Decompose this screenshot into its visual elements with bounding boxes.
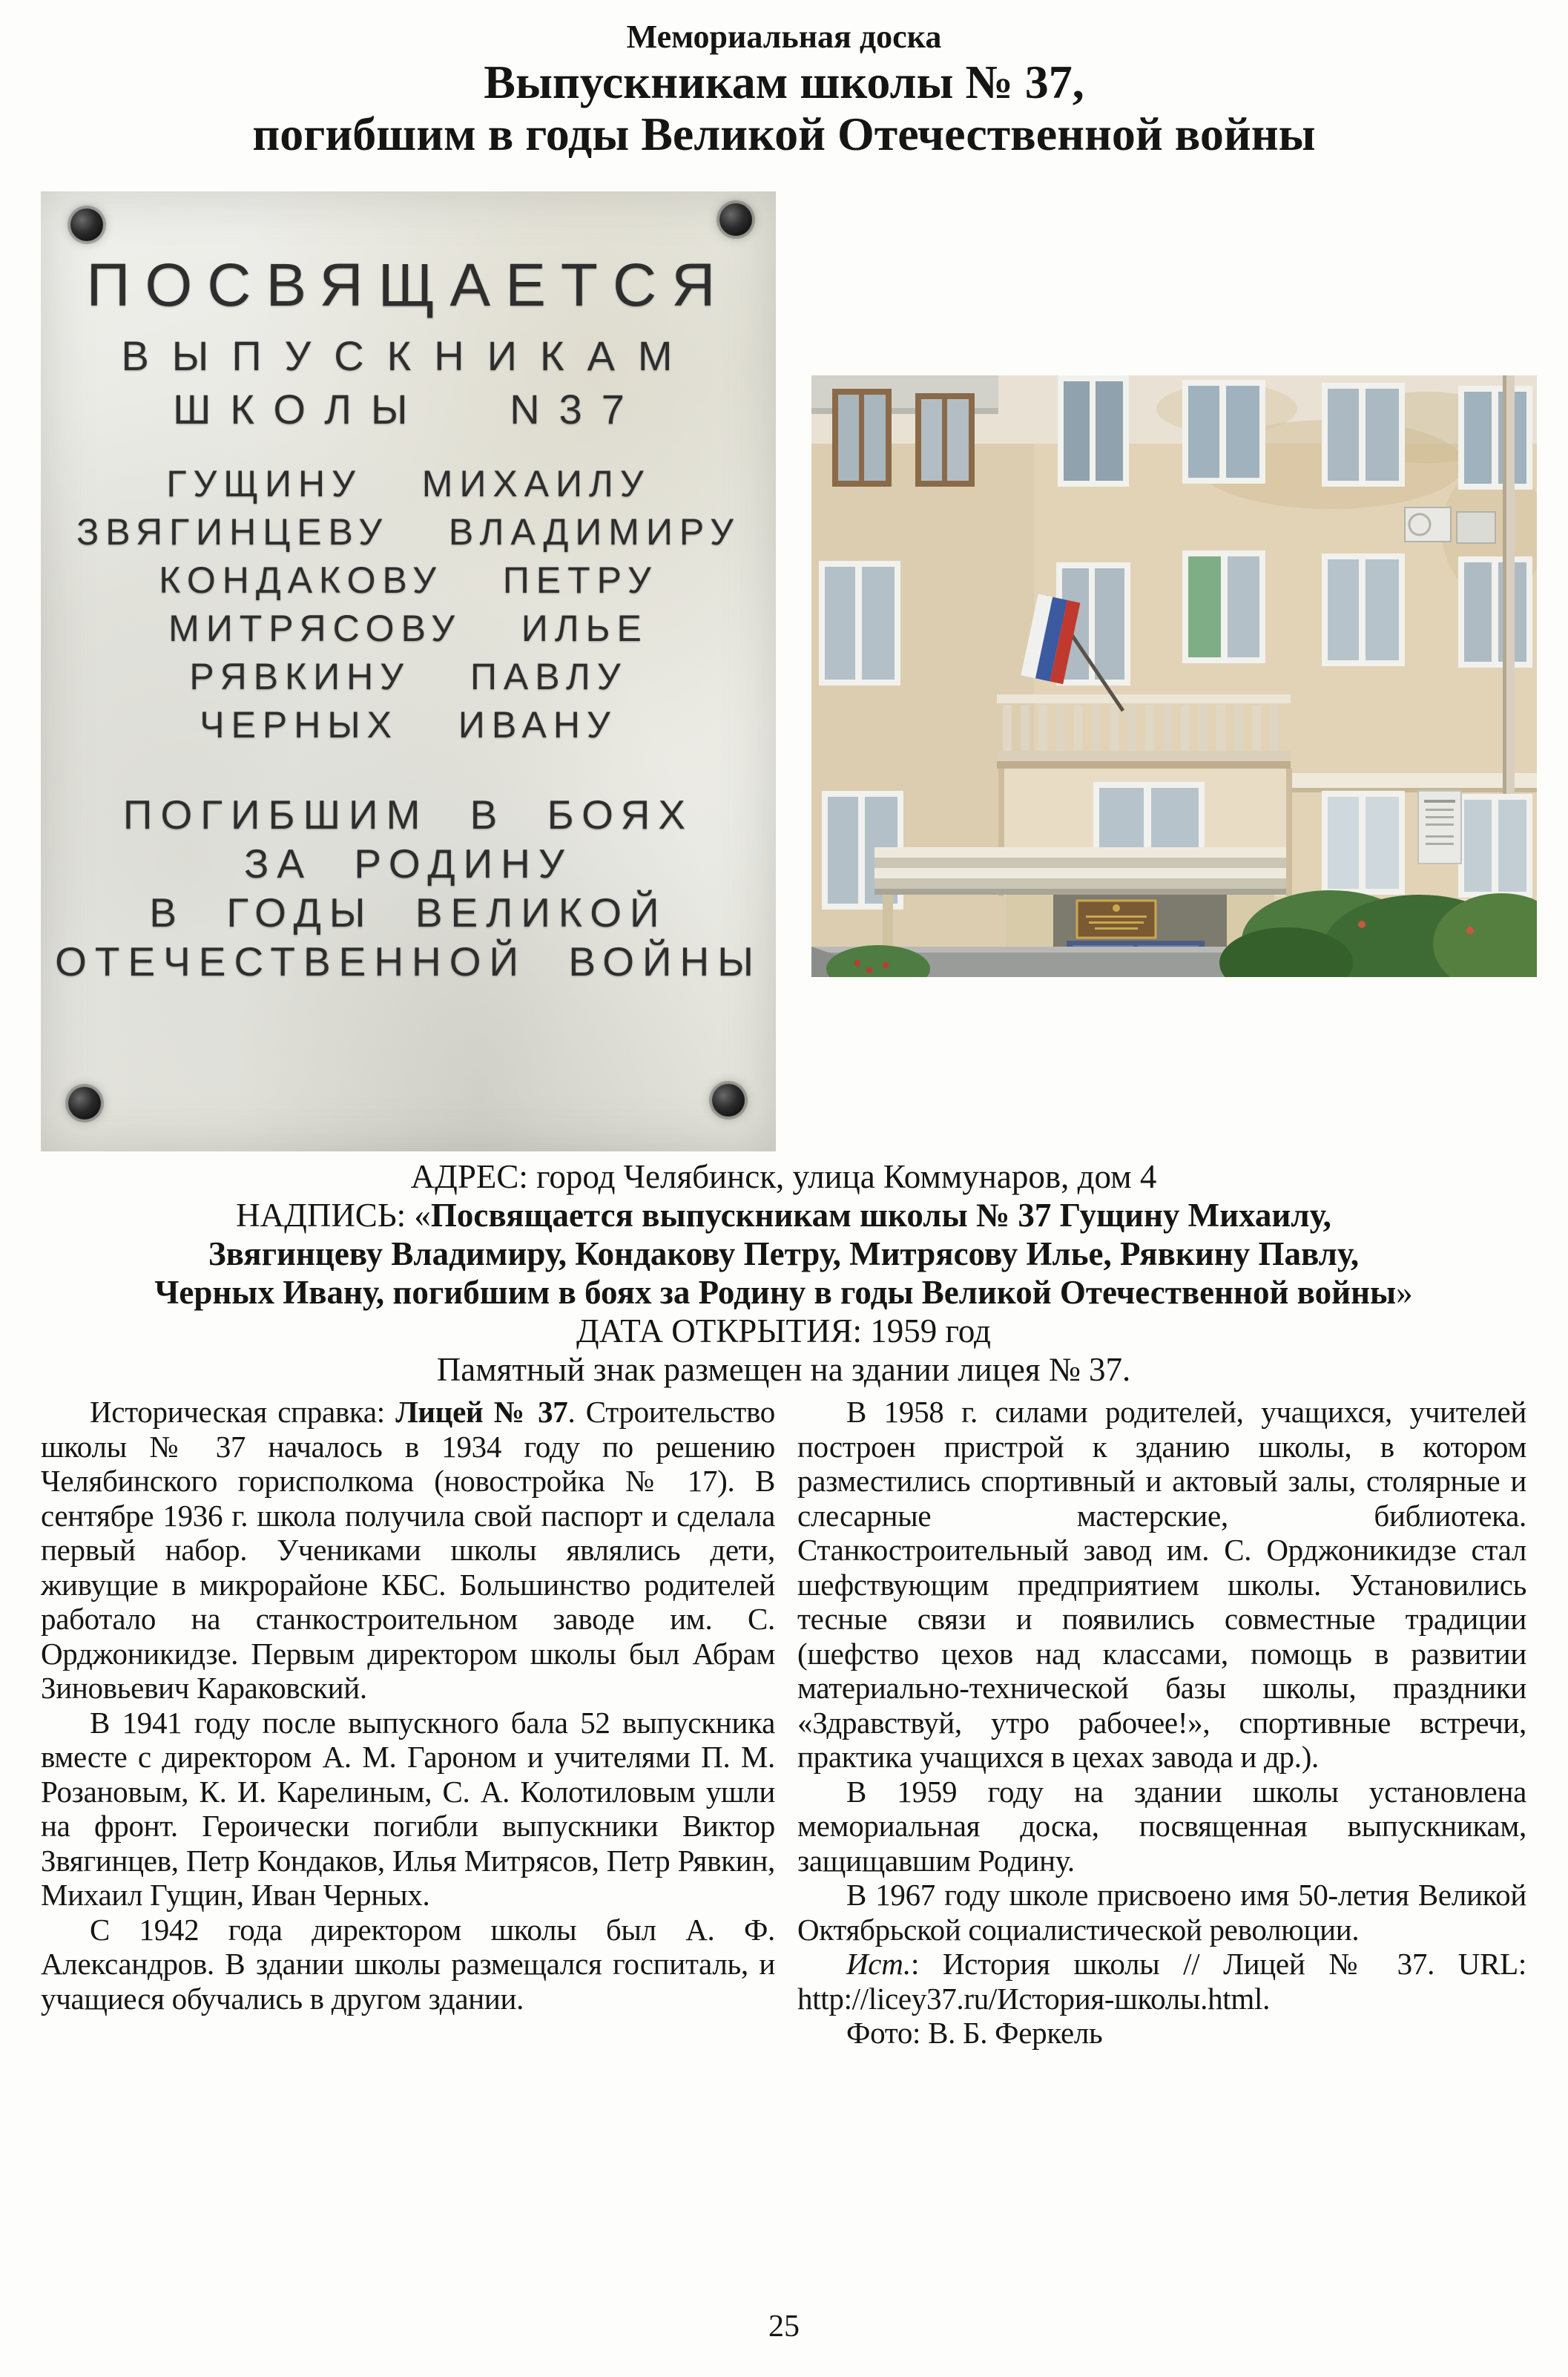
plaque-bolt-icon [70,208,103,241]
right-column [797,1395,1526,2051]
paragraph-photo-credit: Фото: В. Б. Феркель [846,2016,1103,2050]
plaque-dedication-line: ВЫПУСКНИКАМ [121,332,696,379]
paragraph-1941: В 1941 году после выпускного бала 52 выпускника вместе с директором А. М. Гароном и учителями П. М. Розановым, К. И. Карелиным, С. А. Колотиловым ушли на фронт. Героически погибли выпускники Виктор Звягинцев, Петр Кондаков, Илья Митрясов, Петр Рявкин, Михаил Гущин, Иван Черных. [41,1705,775,1912]
plaque-epitaph-line: В ГОДЫ ВЕЛИКОЙ [149,890,668,936]
inscription-line-1: НАДПИСЬ: «Посвящается выпускникам школы № 37 Гущину Михаилу, [236,1197,1331,1234]
paragraph-1959: В 1959 году на здании школы установлена мемориальная доска, посвященная выпускникам, защищавшим Родину. [797,1774,1526,1878]
article-columns [41,1395,1526,2051]
plaque-name: КОНДАКОВУ ПЕТРУ [159,559,658,602]
plaque-name: ЧЕРНЫХ ИВАНУ [200,704,617,746]
memorial-plaque-on-wall [1418,791,1461,864]
inscription-line-2: Звягинцеву Владимиру, Кондакову Петру, Митрясову Илье, Рявкину Павлу, [208,1235,1360,1272]
plaque-epitaph-line: ПОГИБШИМ В БОЯХ [122,792,694,838]
left-column [41,1395,775,2051]
paragraph-1942: С 1942 года директором школы был А. Ф. Александров. В здании школы размещался госпиталь, и учащиеся обучались в другом здании. [41,1912,775,2016]
plaque-dedication-line: ПОСВЯЩАЕТСЯ [86,251,731,320]
plaque-bolt-icon [712,1084,745,1117]
page-category: Мемориальная доска [626,19,942,55]
ac-unit-icon [1405,507,1495,543]
plaque-name: ЗВЯГИНЦЕВУ ВЛАДИМИРУ [76,511,740,553]
plaque-name: МИТРЯСОВУ ИЛЬЕ [168,608,648,650]
page-number: 25 [768,2309,800,2344]
paragraph-history: Историческая справка: Лицей № 37. Строительство школы № 37 началось в 1934 году по решению Челябинского горисполкома (новостройка № 17). В сентябре 1936 г. школа получила свой паспорт и сделала первый набор. Учениками школы являлись дети, живущие в микрорайоне КБС. Большинство родителей работало на станкостроительном заводе им. С. Орджоникидзе. Первым директором школы был Абрам Зиновьевич Караковский. [41,1395,775,1705]
plaque-name: РЯВКИНУ ПАВЛУ [189,656,627,698]
caption-details [41,1157,1526,1389]
plaque-epitaph-line: ЗА РОДИНУ [244,841,573,887]
paragraph-1967: В 1967 году школе присвоено имя 50-летия Великой Октябрьской социалистической революции. [797,1878,1526,1947]
memorial-plaque-photo [41,191,776,1151]
school-building-photo [811,375,1537,977]
school-building-illustration [811,375,1537,977]
address-line: АДРЕС: город Челябинск, улица Коммунаров, дом 4 [410,1158,1157,1195]
plaque-epitaph [41,790,776,986]
plaque-dedication-line: ШКОЛЫ N37 [173,386,644,433]
plaque-name: ГУЩИНУ МИХАИЛУ [166,463,650,505]
plaque-bolt-icon [68,1087,101,1120]
page-title-line-1: Выпускникам школы № 37, [484,56,1084,108]
entrance-sign [1077,901,1156,938]
plaque-names-list [41,460,776,749]
inscription-line-3: Черных Ивану, погибшим в боях за Родину в годы Великой Отечественной войны» [154,1274,1413,1311]
note-line: Памятный знак размещен на здании лицея № 37. [436,1351,1131,1388]
plaque-bolt-icon [719,203,752,236]
opening-date-line: ДАТА ОТКРЫТИЯ: 1959 год [576,1312,991,1349]
paragraph-1958: В 1958 г. силами родителей, учащихся, учителей построен пристрой к зданию школы, в котором разместились спортивный и актовый залы, столярные и слесарные мастерские, библиотека. Станкостроительный завод им. С. Орджоникидзе стал шефствующим предприятием школы. Установились тесные связи и появились совместные традиции (шефство цехов над классами, помощь в развитии материально-технической базы школы, праздники «Здравствуй, утро рабочее!», спортивные встречи, практика учащихся в цехах завода и др.). [797,1395,1526,1774]
page-header [0,18,1568,160]
plaque-epitaph-line: ОТЕЧЕСТВЕННОЙ ВОЙНЫ [55,938,762,985]
page-title-line-2: погибшим в годы Великой Отечественной войны [252,108,1316,160]
paragraph-source: Ист.: История школы // Лицей № 37. URL: http://licey37.ru/История-школы.html. [797,1947,1526,2016]
